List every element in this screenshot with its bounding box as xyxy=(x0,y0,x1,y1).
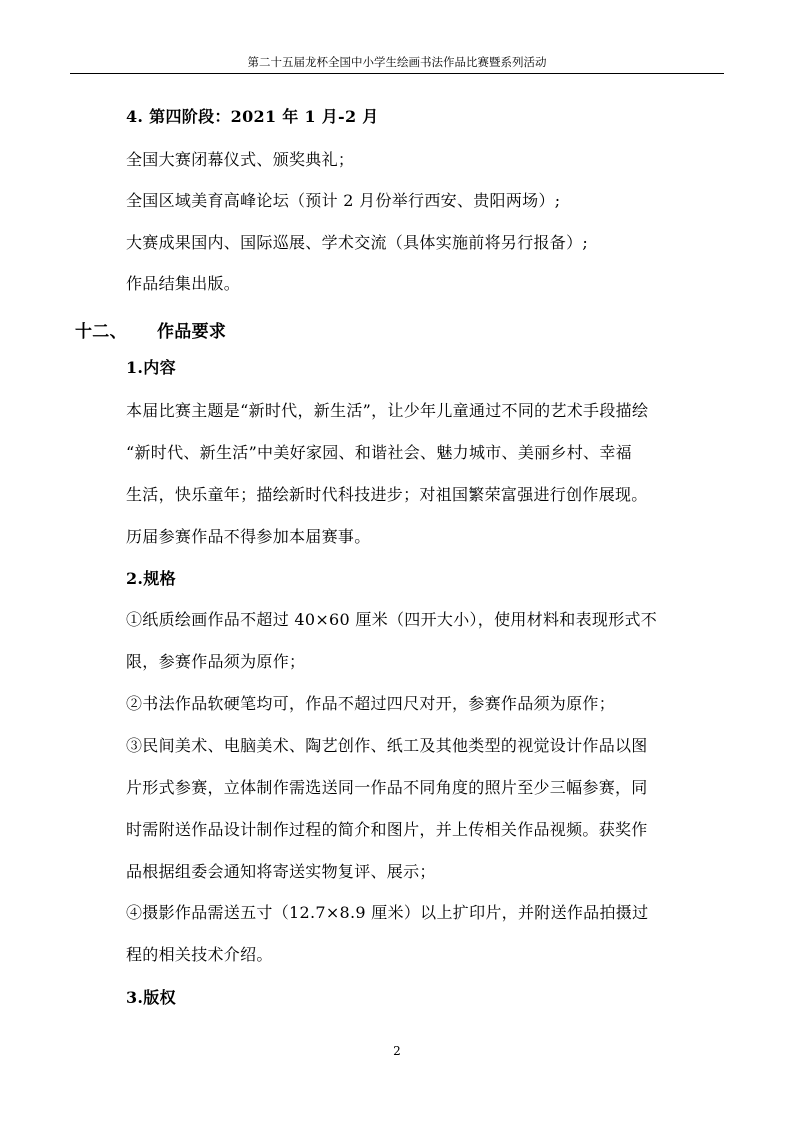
spec-line: ③民间美术、电脑美术、陶艺创作、纸工及其他类型的视觉设计作品以图 xyxy=(126,736,648,755)
content-line: 历届参赛作品不得参加本届赛事。 xyxy=(126,527,371,546)
spec-line: 品根据组委会通知将寄送实物复评、展示； xyxy=(126,862,436,881)
stage4-item: 作品结集出版。 xyxy=(126,274,241,293)
stage4-heading: 4. 第四阶段：2021 年 1 月-2 月 xyxy=(126,107,379,126)
page-number: 2 xyxy=(393,1044,401,1058)
stage4-item: 全国大赛闭幕仪式、颁奖典礼； xyxy=(126,150,355,169)
copyright-heading: 3.版权 xyxy=(126,988,176,1007)
section-heading xyxy=(75,322,226,342)
content-heading: 1.内容 xyxy=(126,358,176,377)
spec-line: ④摄影作品需送五寸（12.7×8.9 厘米）以上扩印片，并附送作品拍摄过 xyxy=(126,903,649,922)
header-divider xyxy=(70,73,724,74)
spec-line: 限，参赛作品须为原作； xyxy=(126,652,306,671)
spec-line: 程的相关技术介绍。 xyxy=(126,945,273,964)
running-header: 第二十五届龙杯全国中小学生绘画书法作品比赛暨系列活动 xyxy=(247,55,547,69)
spec-line: 时需附送作品设计制作过程的简介和图片，并上传相关作品视频。获奖作 xyxy=(126,820,648,839)
section-number: 十二、 xyxy=(75,322,127,342)
stage4-item: 大赛成果国内、国际巡展、学术交流（具体实施前将另行报备）; xyxy=(126,233,589,252)
stage4-item: 全国区域美育高峰论坛（预计 2 月份举行西安、贵阳两场）; xyxy=(126,191,561,210)
spec-heading: 2.规格 xyxy=(126,569,176,588)
spec-line: ①纸质绘画作品不超过 40×60 厘米（四开大小），使用材料和表现形式不 xyxy=(126,610,658,629)
content-line: “新时代、新生活”中美好家园、和谐社会、魅力城市、美丽乡村、幸福 xyxy=(126,443,632,462)
content-line: 本届比赛主题是“新时代，新生活”，让少年儿童通过不同的艺术手段描绘 xyxy=(126,401,649,420)
spec-line: ②书法作品软硬笔均可，作品不超过四尺对开，参赛作品须为原作； xyxy=(126,694,616,713)
content-line: 生活，快乐童年；描绘新时代科技进步；对祖国繁荣富强进行创作展现。 xyxy=(126,485,648,504)
section-title: 作品要求 xyxy=(157,322,227,342)
spec-line: 片形式参赛，立体制作需选送同一作品不同角度的照片至少三幅参赛，同 xyxy=(126,778,648,797)
